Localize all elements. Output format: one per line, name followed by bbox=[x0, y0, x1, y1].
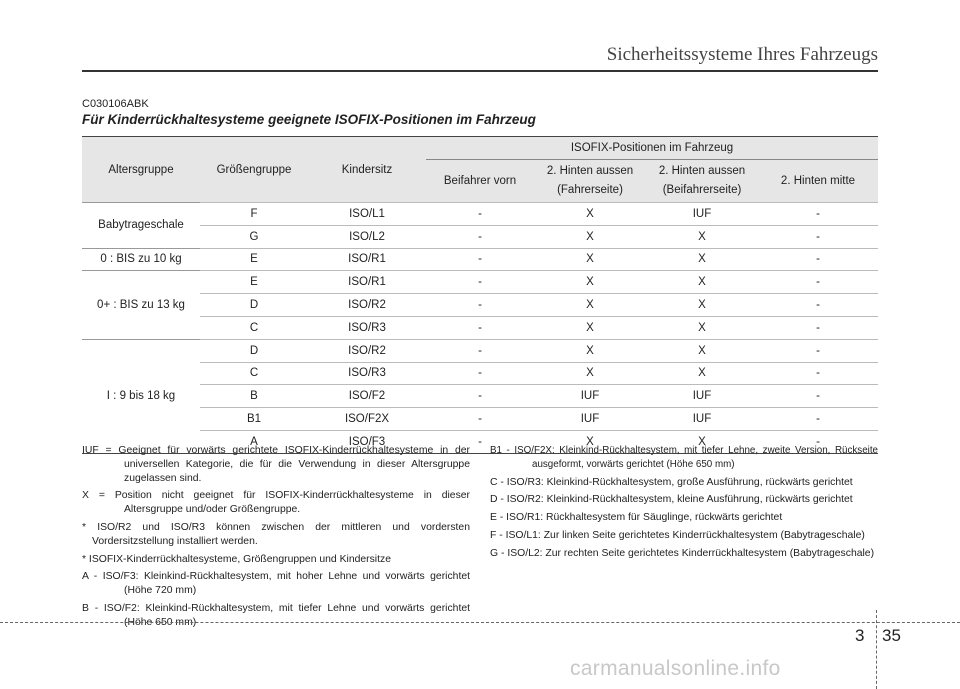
table-row bbox=[82, 271, 878, 294]
altersgruppe-cell: 0 : BIS zu 10 kg bbox=[82, 248, 200, 271]
kindersitz-cell: ISO/R2 bbox=[308, 294, 426, 317]
kindersitz-cell: ISO/F2 bbox=[308, 385, 426, 408]
hinten-mitte-cell: - bbox=[758, 430, 878, 453]
hinten-aussen-fahrer-cell: X bbox=[534, 271, 646, 294]
hinten-aussen-beifahrer-cell: IUF bbox=[646, 203, 758, 226]
table-row bbox=[82, 339, 878, 362]
hinten-aussen-beifahrer-cell: IUF bbox=[646, 385, 758, 408]
note-item: C - ISO/R3: Kleinkind-Rückhaltesystem, große Ausführung, rückwärts gerichtet bbox=[490, 476, 853, 488]
note-item: B - ISO/F2: Kleinkind-Rückhaltesystem, mit tiefer Lehne und vorwärts gerichtet (Höhe 650 mm) bbox=[82, 602, 470, 628]
beifahrer-cell: - bbox=[426, 294, 534, 317]
header-fahrerseite-label: (Fahrerseite) bbox=[557, 184, 623, 196]
kindersitz-cell: ISO/F3 bbox=[308, 430, 426, 453]
hinten-mitte-cell: - bbox=[758, 294, 878, 317]
hinten-mitte-cell: - bbox=[758, 248, 878, 271]
groessengruppe-cell: E bbox=[200, 248, 308, 271]
footer-rule bbox=[0, 622, 960, 623]
header-beifahrerseite-label: (Beifahrerseite) bbox=[662, 184, 742, 196]
hinten-mitte-cell: - bbox=[758, 271, 878, 294]
header-hinten-aussen-label: 2. Hinten aussen bbox=[546, 165, 634, 177]
beifahrer-cell: - bbox=[426, 385, 534, 408]
note-item: * ISO/R2 und ISO/R3 können zwischen der mittleren und vordersten Vordersitzstellung installiert werden. bbox=[82, 521, 470, 547]
table-row bbox=[82, 385, 878, 408]
note-item: B1 - ISO/F2X: Kleinkind-Rückhaltesystem, mit tiefer Lehne, zweite Version, Rückseite ausgeformt, vorwärts gerichtet (Höhe 650 mm) bbox=[490, 445, 878, 470]
note-item: IUF = Geeignet für vorwärts gerichtete ISOFIX-Kinderrückhaltesysteme in der universellen Kategorie, die für die Verwendung in dieser Altersgruppe zugelassen sind. bbox=[82, 445, 470, 484]
page-number: 35 bbox=[882, 626, 901, 645]
hinten-mitte-cell: - bbox=[758, 225, 878, 248]
footer-divider bbox=[876, 610, 877, 689]
hinten-aussen-fahrer-cell: IUF bbox=[534, 385, 646, 408]
hinten-aussen-fahrer-cell: X bbox=[534, 248, 646, 271]
header-hinten-mitte: 2. Hinten mitte bbox=[758, 160, 878, 203]
kindersitz-cell: ISO/R1 bbox=[308, 271, 426, 294]
hinten-aussen-beifahrer-cell: X bbox=[646, 362, 758, 385]
kindersitz-cell: ISO/R3 bbox=[308, 362, 426, 385]
header-hinten-aussen-label: 2. Hinten aussen bbox=[658, 165, 746, 177]
kindersitz-cell: ISO/R1 bbox=[308, 248, 426, 271]
kindersitz-cell: ISO/R3 bbox=[308, 316, 426, 339]
beifahrer-cell: - bbox=[426, 408, 534, 431]
beifahrer-cell: - bbox=[426, 248, 534, 271]
hinten-aussen-beifahrer-cell: X bbox=[646, 316, 758, 339]
isofix-table-body bbox=[82, 203, 878, 454]
header-rule bbox=[82, 70, 878, 72]
hinten-mitte-cell: - bbox=[758, 203, 878, 226]
beifahrer-cell: - bbox=[426, 316, 534, 339]
kindersitz-cell: ISO/F2X bbox=[308, 408, 426, 431]
hinten-aussen-fahrer-cell: X bbox=[534, 316, 646, 339]
note-item: D - ISO/R2: Kleinkind-Rückhaltesystem, kleine Ausführung, rückwärts gerichtet bbox=[490, 494, 853, 506]
altersgruppe-cell: Babytrageschale bbox=[82, 203, 200, 249]
chapter-number: 3 bbox=[855, 626, 865, 645]
hinten-mitte-cell: - bbox=[758, 385, 878, 408]
hinten-aussen-fahrer-cell: X bbox=[534, 225, 646, 248]
table-row bbox=[82, 203, 878, 226]
page-header-title: Sicherheitssysteme Ihres Fahrzeugs bbox=[606, 44, 878, 65]
table-row bbox=[82, 225, 878, 248]
hinten-aussen-fahrer-cell: X bbox=[534, 339, 646, 362]
kindersitz-cell: ISO/L2 bbox=[308, 225, 426, 248]
altersgruppe-cell: I : 9 bis 18 kg bbox=[82, 339, 200, 453]
altersgruppe-cell: 0+ : BIS zu 13 kg bbox=[82, 271, 200, 339]
hinten-aussen-beifahrer-cell: X bbox=[646, 430, 758, 453]
header-hinten-aussen-beifahrer bbox=[646, 160, 758, 203]
hinten-mitte-cell: - bbox=[758, 362, 878, 385]
beifahrer-cell: - bbox=[426, 339, 534, 362]
hinten-aussen-beifahrer-cell: IUF bbox=[646, 408, 758, 431]
groessengruppe-cell: C bbox=[200, 362, 308, 385]
kindersitz-cell: ISO/R2 bbox=[308, 339, 426, 362]
groessengruppe-cell: F bbox=[200, 203, 308, 226]
notes-left bbox=[82, 444, 470, 634]
groessengruppe-cell: B1 bbox=[200, 408, 308, 431]
isofix-table bbox=[82, 136, 878, 454]
table-row bbox=[82, 248, 878, 271]
beifahrer-cell: - bbox=[426, 203, 534, 226]
hinten-aussen-fahrer-cell: X bbox=[534, 430, 646, 453]
table-row bbox=[82, 294, 878, 317]
watermark: carmanualsonline.info bbox=[570, 657, 781, 680]
hinten-aussen-fahrer-cell: IUF bbox=[534, 408, 646, 431]
note-item: G - ISO/L2: Zur rechten Seite gerichtetes Kinderrückhaltesystem (Babytrageschale) bbox=[490, 547, 875, 559]
header-beifahrer-vorn: Beifahrer vorn bbox=[426, 160, 534, 203]
groessengruppe-cell: G bbox=[200, 225, 308, 248]
hinten-aussen-beifahrer-cell: X bbox=[646, 339, 758, 362]
header-altersgruppe: Altersgruppe bbox=[82, 137, 200, 203]
section-code: C030106ABK bbox=[82, 98, 149, 110]
beifahrer-cell: - bbox=[426, 271, 534, 294]
hinten-aussen-beifahrer-cell: X bbox=[646, 225, 758, 248]
header-groessengruppe: Größengruppe bbox=[200, 137, 308, 203]
table-row bbox=[82, 408, 878, 431]
hinten-aussen-fahrer-cell: X bbox=[534, 294, 646, 317]
table-row bbox=[82, 316, 878, 339]
hinten-aussen-beifahrer-cell: X bbox=[646, 294, 758, 317]
hinten-mitte-cell: - bbox=[758, 339, 878, 362]
groessengruppe-cell: D bbox=[200, 294, 308, 317]
beifahrer-cell: - bbox=[426, 225, 534, 248]
hinten-aussen-beifahrer-cell: X bbox=[646, 248, 758, 271]
groessengruppe-cell: B bbox=[200, 385, 308, 408]
notes-right bbox=[490, 444, 878, 565]
groessengruppe-cell: E bbox=[200, 271, 308, 294]
note-item: * ISOFIX-Kinderrückhaltesysteme, Größengruppen und Kindersitze bbox=[82, 553, 391, 565]
table-row bbox=[82, 362, 878, 385]
hinten-mitte-cell: - bbox=[758, 408, 878, 431]
hinten-aussen-fahrer-cell: X bbox=[534, 362, 646, 385]
kindersitz-cell: ISO/L1 bbox=[308, 203, 426, 226]
header-kindersitz: Kindersitz bbox=[308, 137, 426, 203]
hinten-aussen-fahrer-cell: X bbox=[534, 203, 646, 226]
header-isofix-positionen: ISOFIX-Positionen im Fahrzeug bbox=[426, 137, 878, 160]
groessengruppe-cell: C bbox=[200, 316, 308, 339]
hinten-aussen-beifahrer-cell: X bbox=[646, 271, 758, 294]
section-title: Für Kinderrückhaltesysteme geeignete ISOFIX-Positionen im Fahrzeug bbox=[82, 112, 536, 127]
groessengruppe-cell: A bbox=[200, 430, 308, 453]
beifahrer-cell: - bbox=[426, 430, 534, 453]
beifahrer-cell: - bbox=[426, 362, 534, 385]
note-item: X = Position nicht geeignet für ISOFIX-Kinderrückhaltesysteme in dieser Altersgruppe und/oder Größengruppe. bbox=[82, 490, 470, 516]
header-hinten-aussen-fahrer bbox=[534, 160, 646, 203]
note-item: E - ISO/R1: Rückhaltesystem für Säuglinge, rückwärts gerichtet bbox=[490, 512, 783, 524]
hinten-mitte-cell: - bbox=[758, 316, 878, 339]
note-item: A - ISO/F3: Kleinkind-Rückhaltesystem, mit hoher Lehne und vorwärts gerichtet (Höhe 720 mm) bbox=[82, 571, 470, 597]
note-item: F - ISO/L1: Zur linken Seite gerichtetes Kinderrückhaltesystem (Babytrageschale) bbox=[490, 529, 865, 541]
groessengruppe-cell: D bbox=[200, 339, 308, 362]
